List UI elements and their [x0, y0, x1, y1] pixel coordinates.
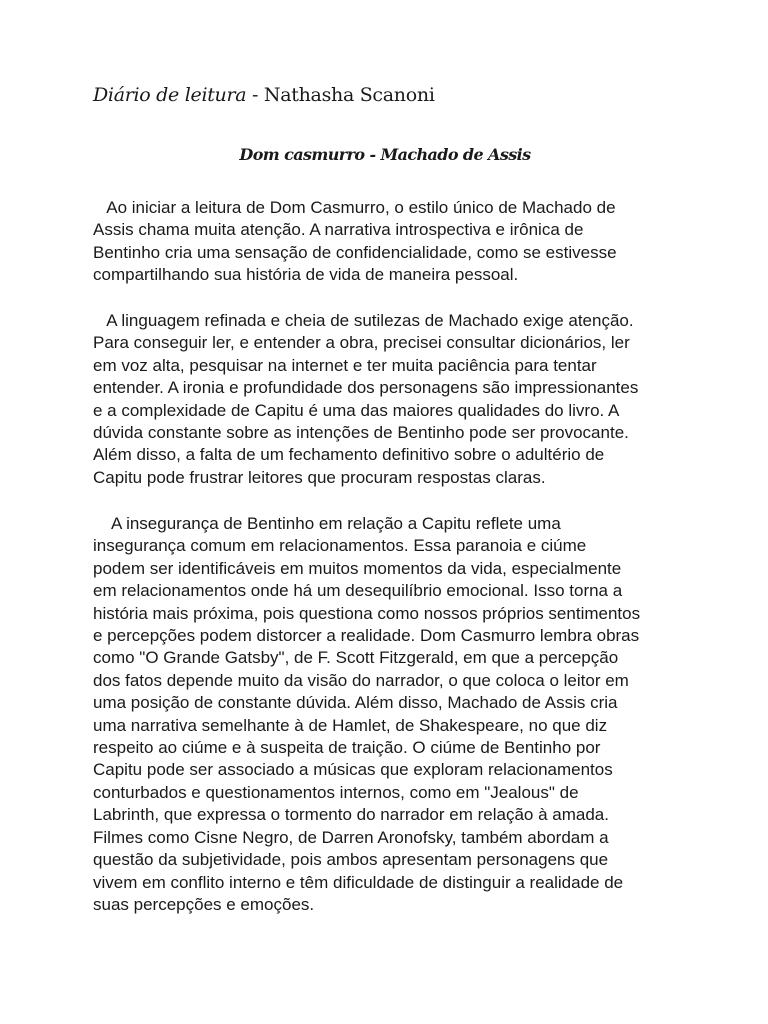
- text-line: Capitu pode ser associado a músicas que exploram relacionamentos: [93, 760, 613, 780]
- text-line: Labrinth, que expressa o tormento do narrador em relação à amada.: [93, 805, 609, 825]
- text-line: A linguagem refinada e cheia de sutilezas de Machado exige atenção.: [93, 311, 634, 330]
- text-line: A insegurança de Bentinho em relação a Capitu reflete uma: [93, 514, 561, 533]
- text-line: vivem em conflito interno e têm dificuldade de distinguir a realidade de: [93, 872, 624, 892]
- text-line: história mais próxima, pois questiona como nossos próprios sentimentos: [93, 603, 641, 623]
- text-line: insegurança comum em relacionamentos. Essa paranoia e ciúme: [93, 536, 587, 556]
- document-title: [93, 84, 435, 106]
- text-line: uma narrativa semelhante à de Hamlet, de Shakespeare, no que diz: [93, 715, 608, 735]
- text-line: Filmes como Cisne Negro, de Darren Aronofsky, também abordam a: [93, 827, 609, 847]
- text-line: podem ser identificáveis em muitos momentos da vida, especialmente: [93, 558, 622, 578]
- text-line: Capitu pode frustrar leitores que procuram respostas claras.: [93, 467, 546, 487]
- document-subtitle: Dom casmurro - Machado de Assis: [239, 145, 531, 164]
- text-line: compartilhando sua história de vida de maneira pessoal.: [93, 265, 519, 285]
- text-line: dúvida constante sobre as intenções de Bentinho pode ser provocante.: [93, 423, 629, 443]
- text-line: e a complexidade de Capitu é uma das maiores qualidades do livro. A: [93, 400, 620, 420]
- document-title-author: - Nathasha Scanoni: [246, 84, 435, 106]
- text-line: uma posição de constante dúvida. Além disso, Machado de Assis cria: [93, 693, 618, 713]
- text-line: como "O Grande Gatsby", de F. Scott Fitzgerald, em que a percepção: [93, 648, 619, 668]
- text-line: dos fatos depende muito da visão do narrador, o que coloca o leitor em: [93, 670, 629, 690]
- paragraph-2: [93, 310, 683, 489]
- paragraph-3: [93, 513, 683, 916]
- text-line: em relacionamentos onde há um desequilíbrio emocional. Isso torna a: [93, 581, 623, 601]
- text-line: suas percepções e emoções.: [93, 894, 315, 914]
- text-line: Para conseguir ler, e entender a obra, precisei consultar dicionários, ler: [93, 333, 630, 353]
- text-line: Além disso, a falta de um fechamento definitivo sobre o adultério de: [93, 445, 605, 465]
- text-line: conturbados e questionamentos internos, como em "Jealous" de: [93, 782, 579, 802]
- text-line: Bentinho cria uma sensação de confidencialidade, como se estivesse: [93, 242, 617, 262]
- document-title-italic: Diário de leitura: [93, 84, 247, 106]
- text-line: em voz alta, pesquisar na internet e ter muita paciência para tentar: [93, 355, 597, 375]
- text-line: questão da subjetividade, pois ambos apresentam personagens que: [93, 850, 609, 870]
- text-line: Assis chama muita atenção. A narrativa introspectiva e irônica de: [93, 220, 584, 240]
- paragraph-1: [93, 197, 683, 287]
- text-line: e percepções podem distorcer a realidade. Dom Casmurro lembra obras: [93, 626, 640, 646]
- text-line: Ao iniciar a leitura de Dom Casmurro, o estilo único de Machado de: [93, 198, 616, 217]
- text-line: entender. A ironia e profundidade dos personagens são impressionantes: [93, 378, 639, 398]
- text-line: respeito ao ciúme e à suspeita de traição. O ciúme de Bentinho por: [93, 738, 601, 758]
